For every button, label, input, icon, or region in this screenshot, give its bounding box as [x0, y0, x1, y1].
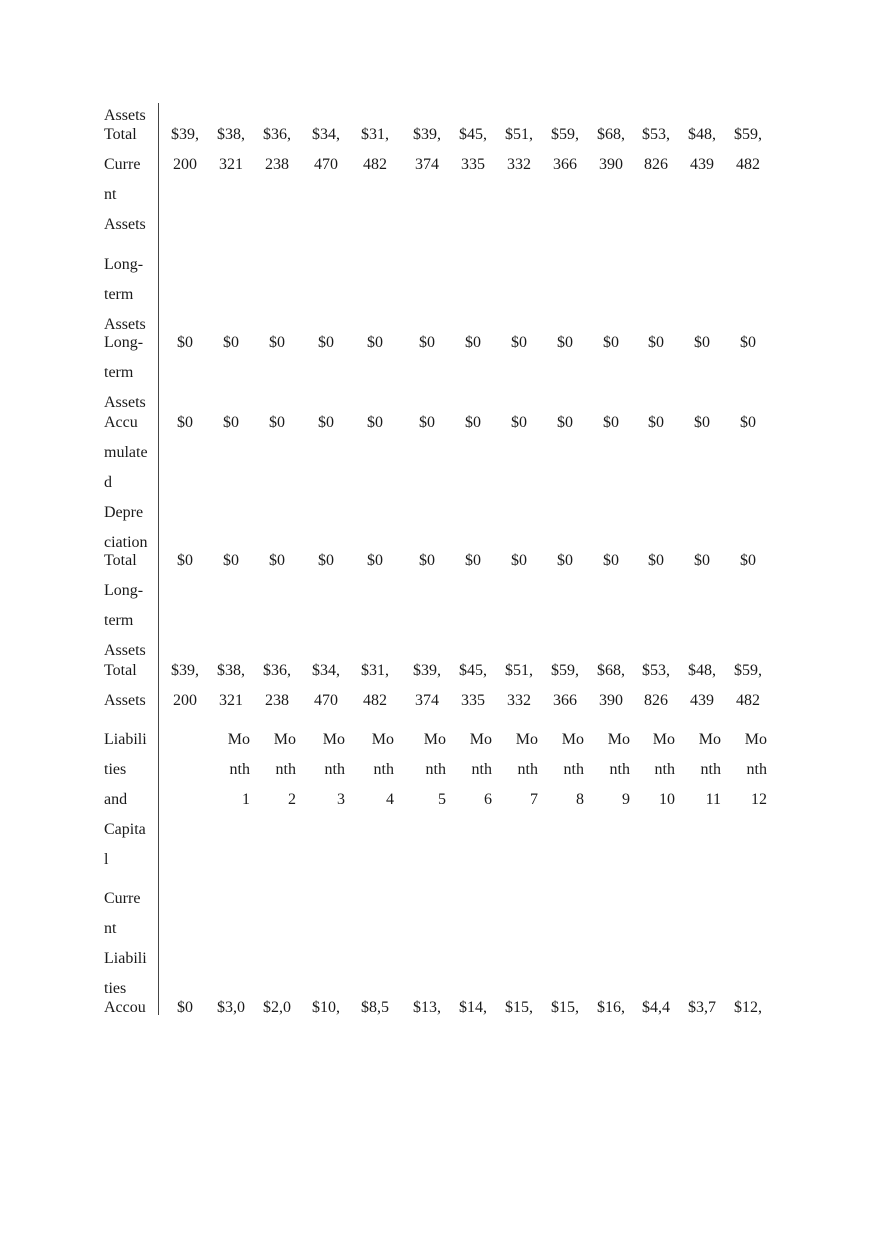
cell-text: $0	[318, 334, 334, 351]
cell-total-current-assets-col-10	[592, 120, 630, 180]
cell-text: nth	[275, 761, 296, 778]
cell-accumulated-depreciation-col-7	[454, 408, 492, 438]
cell-text: $0	[511, 414, 527, 431]
cell-liabilities-and-capital-col-6	[408, 725, 446, 815]
row-label-long-term-assets	[104, 328, 156, 418]
cell-text: Mo	[371, 731, 394, 748]
cell-total-long-term-assets-col-2	[212, 546, 250, 576]
cell-liabilities-and-capital-col-7	[454, 725, 492, 815]
row-label-line: Assets	[104, 642, 146, 659]
cell-text: $12,	[734, 999, 762, 1016]
cell-liabilities-and-capital-col-10	[592, 725, 630, 815]
cell-long-term-assets-col-2	[212, 328, 250, 358]
cell-text: 470	[314, 692, 338, 709]
cell-accounts-payable-col-2	[212, 993, 250, 1023]
cell-text: $39,	[413, 662, 441, 679]
cell-text: 482	[363, 156, 387, 173]
cell-total-long-term-assets-col-12	[683, 546, 721, 576]
cell-text: $0	[694, 414, 710, 431]
row-label-line: term	[104, 612, 134, 629]
cell-total-long-term-assets-col-13	[729, 546, 767, 576]
cell-total-long-term-assets-col-9	[546, 546, 584, 576]
cell-text: $59,	[734, 662, 762, 679]
cell-long-term-assets-col-13	[729, 328, 767, 358]
cell-text: $0	[511, 334, 527, 351]
cell-text: nth	[425, 761, 446, 778]
row-label-line: Accou	[104, 999, 146, 1016]
cell-total-assets-col-12	[683, 656, 721, 716]
cell-text: $38,	[217, 662, 245, 679]
row-label-line: l	[104, 851, 109, 868]
cell-text: 335	[461, 156, 485, 173]
cell-text: $0	[367, 552, 383, 569]
cell-text: 2	[288, 791, 296, 808]
cell-text: $0	[740, 552, 756, 569]
cell-text: $16,	[597, 999, 625, 1016]
cell-text: $0	[318, 552, 334, 569]
cell-text: $8,5	[361, 999, 389, 1016]
cell-total-assets-col-6	[408, 656, 446, 716]
cell-total-long-term-assets-col-10	[592, 546, 630, 576]
cell-text: $0	[465, 334, 481, 351]
row-label-line: Total	[104, 662, 137, 679]
cell-accounts-payable-col-7	[454, 993, 492, 1023]
cell-long-term-assets-col-4	[307, 328, 345, 358]
cell-text: 439	[690, 156, 714, 173]
row-label-line: nt	[104, 186, 117, 203]
cell-text: $0	[419, 552, 435, 569]
cell-text: nth	[517, 761, 538, 778]
cell-total-long-term-assets-col-11	[637, 546, 675, 576]
row-label-line: ties	[104, 980, 127, 997]
cell-text: $48,	[688, 126, 716, 143]
cell-long-term-assets-col-12	[683, 328, 721, 358]
row-label-long-term-assets-heading	[104, 250, 156, 340]
cell-text: $2,0	[263, 999, 291, 1016]
cell-total-assets-col-3	[258, 656, 296, 716]
row-label-line: ties	[104, 761, 127, 778]
cell-total-long-term-assets-col-7	[454, 546, 492, 576]
cell-total-long-term-assets-col-6	[408, 546, 446, 576]
cell-text: Mo	[698, 731, 721, 748]
cell-text: $59,	[551, 662, 579, 679]
cell-long-term-assets-col-5	[356, 328, 394, 358]
cell-accounts-payable-col-8	[500, 993, 538, 1023]
cell-text: 826	[644, 156, 668, 173]
cell-accumulated-depreciation-col-8	[500, 408, 538, 438]
cell-accounts-payable-col-5	[356, 993, 394, 1023]
cell-text: nth	[746, 761, 767, 778]
cell-text: $0	[648, 414, 664, 431]
cell-total-assets-col-1	[166, 656, 204, 716]
row-label-line: Long-	[104, 334, 144, 351]
row-label-line: Assets	[104, 316, 146, 333]
cell-text: Mo	[273, 731, 296, 748]
row-label-line: nt	[104, 920, 117, 937]
cell-text: nth	[609, 761, 630, 778]
cell-text: 390	[599, 156, 623, 173]
cell-text: $0	[318, 414, 334, 431]
cell-total-assets-col-10	[592, 656, 630, 716]
row-label-current-liabilities-heading	[104, 884, 156, 1004]
cell-text: 321	[219, 692, 243, 709]
cell-text: 238	[265, 156, 289, 173]
cell-text: $59,	[551, 126, 579, 143]
cell-liabilities-and-capital-col-2	[212, 725, 250, 815]
cell-text: $68,	[597, 662, 625, 679]
cell-long-term-assets-col-3	[258, 328, 296, 358]
row-label-line: and	[104, 791, 128, 808]
cell-liabilities-and-capital-col-3	[258, 725, 296, 815]
cell-text: 4	[386, 791, 394, 808]
cell-accumulated-depreciation-col-2	[212, 408, 250, 438]
cell-text: Mo	[322, 731, 345, 748]
cell-text: 366	[553, 156, 577, 173]
cell-text: $53,	[642, 126, 670, 143]
cell-total-current-assets-col-7	[454, 120, 492, 180]
cell-text: nth	[563, 761, 584, 778]
cell-accumulated-depreciation-col-11	[637, 408, 675, 438]
cell-text: 1	[242, 791, 250, 808]
cell-text: $0	[269, 414, 285, 431]
cell-text: $0	[177, 999, 193, 1016]
cell-text: 7	[530, 791, 538, 808]
row-label-line: Accu	[104, 414, 138, 431]
row-label-line: Capita	[104, 821, 146, 838]
cell-text: $59,	[734, 126, 762, 143]
cell-long-term-assets-col-11	[637, 328, 675, 358]
row-label-accumulated-depreciation	[104, 408, 156, 558]
cell-text: Mo	[469, 731, 492, 748]
cell-text: 6	[484, 791, 492, 808]
cell-text: $3,7	[688, 999, 716, 1016]
cell-liabilities-and-capital-col-8	[500, 725, 538, 815]
cell-text: 826	[644, 692, 668, 709]
cell-text: $39,	[171, 126, 199, 143]
cell-total-assets-col-4	[307, 656, 345, 716]
cell-text: $0	[465, 552, 481, 569]
cell-text: $0	[557, 334, 573, 351]
row-label-line: Assets	[104, 107, 146, 124]
cell-text: $3,0	[217, 999, 245, 1016]
cell-accounts-payable-col-4	[307, 993, 345, 1023]
cell-text: $0	[694, 552, 710, 569]
cell-text: $51,	[505, 662, 533, 679]
row-label-liabilities-and-capital	[104, 725, 156, 875]
cell-total-assets-col-9	[546, 656, 584, 716]
cell-text: $0	[648, 552, 664, 569]
cell-text: 238	[265, 692, 289, 709]
cell-total-assets-col-5	[356, 656, 394, 716]
cell-total-current-assets-col-13	[729, 120, 767, 180]
cell-total-long-term-assets-col-4	[307, 546, 345, 576]
cell-text: Mo	[607, 731, 630, 748]
cell-liabilities-and-capital-col-5	[356, 725, 394, 815]
cell-text: $31,	[361, 662, 389, 679]
cell-accounts-payable-col-13	[729, 993, 767, 1023]
cell-text: $31,	[361, 126, 389, 143]
cell-text: $34,	[312, 662, 340, 679]
cell-text: 335	[461, 692, 485, 709]
cell-total-current-assets-col-1	[166, 120, 204, 180]
cell-text: $14,	[459, 999, 487, 1016]
cell-accumulated-depreciation-col-13	[729, 408, 767, 438]
cell-accounts-payable-col-12	[683, 993, 721, 1023]
cell-text: $0	[177, 414, 193, 431]
cell-text: $0	[603, 334, 619, 351]
cell-text: nth	[373, 761, 394, 778]
cell-text: $10,	[312, 999, 340, 1016]
cell-text: Mo	[423, 731, 446, 748]
cell-text: nth	[324, 761, 345, 778]
row-label-line: Depre	[104, 504, 144, 521]
cell-text: $36,	[263, 662, 291, 679]
cell-text: $36,	[263, 126, 291, 143]
cell-text: 470	[314, 156, 338, 173]
row-label-total-assets	[104, 656, 156, 716]
cell-liabilities-and-capital-col-11	[637, 725, 675, 815]
cell-accounts-payable-col-6	[408, 993, 446, 1023]
cell-text: Mo	[227, 731, 250, 748]
cell-text: $48,	[688, 662, 716, 679]
cell-text: Mo	[515, 731, 538, 748]
cell-accumulated-depreciation-col-9	[546, 408, 584, 438]
cell-long-term-assets-col-7	[454, 328, 492, 358]
cell-long-term-assets-col-9	[546, 328, 584, 358]
cell-text: 321	[219, 156, 243, 173]
cell-text: $13,	[413, 999, 441, 1016]
cell-accounts-payable-col-3	[258, 993, 296, 1023]
cell-text: $39,	[171, 662, 199, 679]
cell-accounts-payable-col-10	[592, 993, 630, 1023]
cell-text: $68,	[597, 126, 625, 143]
cell-accumulated-depreciation-col-10	[592, 408, 630, 438]
cell-text: $51,	[505, 126, 533, 143]
cell-accumulated-depreciation-col-12	[683, 408, 721, 438]
cell-text: $45,	[459, 126, 487, 143]
cell-text: nth	[654, 761, 675, 778]
cell-text: $0	[603, 552, 619, 569]
row-label-line: d	[104, 474, 112, 491]
cell-liabilities-and-capital-col-12	[683, 725, 721, 815]
cell-text: $15,	[505, 999, 533, 1016]
cell-text: 332	[507, 692, 531, 709]
cell-text: $0	[511, 552, 527, 569]
cell-liabilities-and-capital-col-4	[307, 725, 345, 815]
cell-total-current-assets-col-9	[546, 120, 584, 180]
cell-text: nth	[700, 761, 721, 778]
cell-text: $45,	[459, 662, 487, 679]
cell-text: $0	[223, 552, 239, 569]
cell-text: 366	[553, 692, 577, 709]
row-label-line: term	[104, 364, 134, 381]
row-label-line: Assets	[104, 216, 146, 233]
cell-total-assets-col-11	[637, 656, 675, 716]
row-label-total-current-assets	[104, 120, 156, 240]
cell-text: $53,	[642, 662, 670, 679]
cell-text: 482	[736, 692, 760, 709]
row-label-line: Assets	[104, 394, 146, 411]
cell-total-assets-col-7	[454, 656, 492, 716]
cell-text: Mo	[652, 731, 675, 748]
row-label-line: mulate	[104, 444, 148, 461]
cell-total-current-assets-col-2	[212, 120, 250, 180]
cell-accumulated-depreciation-col-3	[258, 408, 296, 438]
cell-text: $0	[465, 414, 481, 431]
cell-liabilities-and-capital-col-13	[729, 725, 767, 815]
cell-long-term-assets-col-8	[500, 328, 538, 358]
cell-text: 482	[736, 156, 760, 173]
row-label-line: Long-	[104, 256, 144, 273]
cell-text: Mo	[561, 731, 584, 748]
cell-long-term-assets-col-1	[166, 328, 204, 358]
cell-text: $0	[367, 334, 383, 351]
row-label-accounts-payable	[104, 993, 156, 1023]
cell-text: $0	[694, 334, 710, 351]
cell-text: $0	[269, 334, 285, 351]
cell-total-long-term-assets-col-1	[166, 546, 204, 576]
column-divider	[158, 103, 159, 1015]
cell-accumulated-depreciation-col-1	[166, 408, 204, 438]
row-label-line: Curre	[104, 156, 141, 173]
cell-text: nth	[229, 761, 250, 778]
cell-text: 200	[173, 156, 197, 173]
cell-text: $0	[419, 414, 435, 431]
cell-text: $0	[740, 414, 756, 431]
cell-text: $0	[269, 552, 285, 569]
cell-total-assets-col-2	[212, 656, 250, 716]
row-label-line: Liabili	[104, 950, 147, 967]
cell-long-term-assets-col-6	[408, 328, 446, 358]
cell-text: 374	[415, 692, 439, 709]
cell-text: 439	[690, 692, 714, 709]
cell-total-assets-col-13	[729, 656, 767, 716]
cell-text: 11	[705, 791, 721, 808]
cell-total-current-assets-col-4	[307, 120, 345, 180]
cell-total-current-assets-col-8	[500, 120, 538, 180]
row-label-total-long-term-assets	[104, 546, 156, 666]
row-label-line: Assets	[104, 692, 146, 709]
row-label-line: Total	[104, 552, 137, 569]
cell-total-current-assets-col-11	[637, 120, 675, 180]
row-label-line: Long-	[104, 582, 144, 599]
cell-long-term-assets-col-10	[592, 328, 630, 358]
row-label-line: Curre	[104, 890, 141, 907]
cell-text: $0	[367, 414, 383, 431]
cell-text: $0	[557, 552, 573, 569]
cell-text: 482	[363, 692, 387, 709]
cell-total-current-assets-col-6	[408, 120, 446, 180]
row-label-line: term	[104, 286, 134, 303]
cell-accumulated-depreciation-col-4	[307, 408, 345, 438]
cell-text: $0	[648, 334, 664, 351]
cell-text: $0	[740, 334, 756, 351]
row-label-line: ciation	[104, 534, 148, 551]
cell-text: $0	[557, 414, 573, 431]
cell-text: 3	[337, 791, 345, 808]
cell-total-assets-col-8	[500, 656, 538, 716]
cell-total-long-term-assets-col-8	[500, 546, 538, 576]
cell-text: nth	[471, 761, 492, 778]
cell-text: 9	[622, 791, 630, 808]
cell-text: 8	[576, 791, 584, 808]
cell-text: $39,	[413, 126, 441, 143]
cell-text: 5	[438, 791, 446, 808]
cell-text: $0	[223, 414, 239, 431]
cell-liabilities-and-capital-col-9	[546, 725, 584, 815]
cell-text: $0	[177, 552, 193, 569]
cell-accumulated-depreciation-col-5	[356, 408, 394, 438]
cell-text: 12	[751, 791, 767, 808]
cell-text: $0	[223, 334, 239, 351]
cell-text: $0	[603, 414, 619, 431]
cell-text: $38,	[217, 126, 245, 143]
cell-text: 200	[173, 692, 197, 709]
cell-total-current-assets-col-3	[258, 120, 296, 180]
cell-text: 374	[415, 156, 439, 173]
cell-total-long-term-assets-col-5	[356, 546, 394, 576]
row-label-line: Liabili	[104, 731, 147, 748]
cell-accounts-payable-col-11	[637, 993, 675, 1023]
cell-text: $34,	[312, 126, 340, 143]
cell-text: $15,	[551, 999, 579, 1016]
cell-text: 390	[599, 692, 623, 709]
cell-accounts-payable-col-1	[166, 993, 204, 1023]
cell-total-current-assets-col-5	[356, 120, 394, 180]
cell-total-long-term-assets-col-3	[258, 546, 296, 576]
cell-text: 332	[507, 156, 531, 173]
cell-text: $0	[177, 334, 193, 351]
cell-text: $4,4	[642, 999, 670, 1016]
cell-text: 10	[659, 791, 675, 808]
row-label-line: Total	[104, 126, 137, 143]
cell-text: $0	[419, 334, 435, 351]
cell-accumulated-depreciation-col-6	[408, 408, 446, 438]
cell-total-current-assets-col-12	[683, 120, 721, 180]
cell-accounts-payable-col-9	[546, 993, 584, 1023]
cell-text: Mo	[744, 731, 767, 748]
